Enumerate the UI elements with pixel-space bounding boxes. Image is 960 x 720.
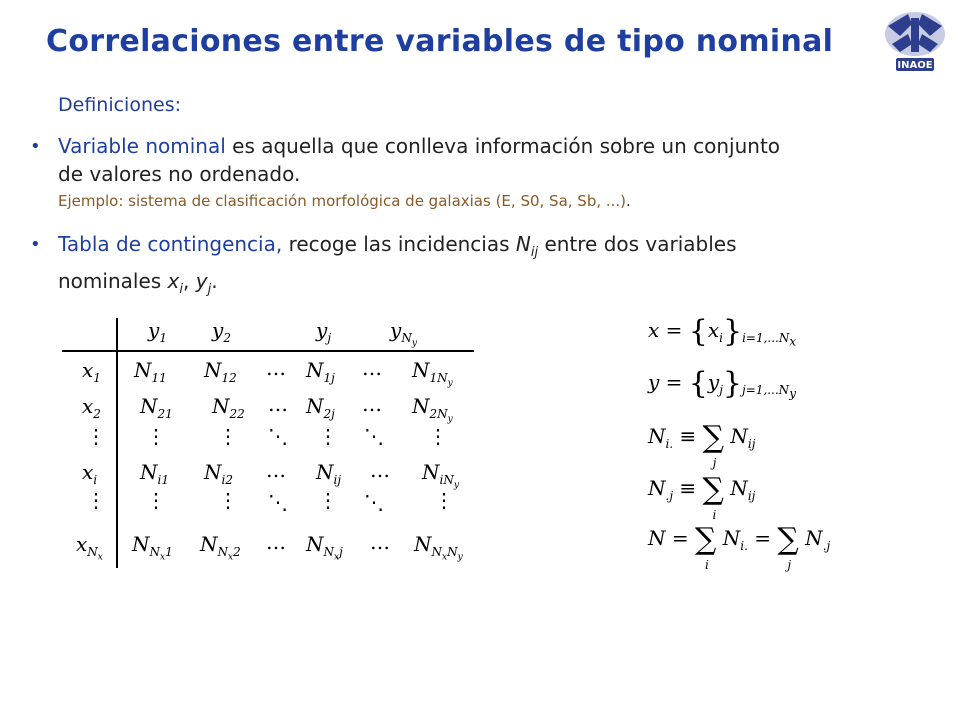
logo-text: INAOE xyxy=(897,60,933,71)
table-cell: $N_{22}$ xyxy=(212,394,245,421)
row-header-cell: $x_{N_x}$ xyxy=(76,532,103,563)
row-header-cell: $x_i$ xyxy=(82,460,98,487)
inaoe-logo xyxy=(878,8,952,74)
formula-x-definition: $x = \{x_i\}_{i=1,...N_x}$ xyxy=(648,314,797,349)
formula-column-total: $N_{.j}$ ≡ ∑ i $N_{ij}$ xyxy=(648,472,756,522)
table-cell: $N_{ij}$ xyxy=(316,460,342,487)
table-cell: $N_{N_xj}$ xyxy=(306,532,343,563)
table-cell: $N_{iN_y}$ xyxy=(422,460,459,491)
vdots-cell: ⋮ xyxy=(86,488,106,512)
vdots-cell: ⋮ xyxy=(146,488,166,512)
bullet-text: nominales xyxy=(58,269,168,293)
table-cell: $N_{i2}$ xyxy=(204,460,233,487)
formula-row-total: $N_{i.}$ ≡ ∑ j $N_{ij}$ xyxy=(648,420,756,470)
table-cell: $N_{1N_y}$ xyxy=(412,358,453,389)
ddots-cell: ⋱ xyxy=(268,490,288,514)
row-header-cell: $x_1$ xyxy=(82,358,101,385)
vdots-cell: ⋮ xyxy=(218,488,238,512)
bullet-dot: • xyxy=(30,234,41,255)
bullet-dot: • xyxy=(30,136,41,157)
ellipsis-cell: … xyxy=(370,458,390,482)
example-text: Ejemplo: sistema de clasificación morfológica de galaxias (E, S0, Sa, Sb, ...) xyxy=(58,192,627,210)
term-tabla-contingencia: Tabla de contingencia, xyxy=(58,232,283,256)
table-cell: $N_{2N_y}$ xyxy=(412,394,453,425)
table-cell: $N_{i1}$ xyxy=(140,460,169,487)
vdots-cell: ⋮ xyxy=(86,424,106,448)
header-cell: $y_1$ xyxy=(148,318,167,345)
bullet-variable-nominal xyxy=(58,132,918,188)
table-cell: $N_{11}$ xyxy=(134,358,167,385)
bullet-text: es aquella que conlleva información sobre un conjunto xyxy=(225,134,781,158)
table-cell: $N_{1j}$ xyxy=(306,358,335,385)
row-header-cell: $x_2$ xyxy=(82,394,101,421)
table-cell: $N_{2j}$ xyxy=(306,394,335,421)
example-end: . xyxy=(626,192,631,210)
bullet-text: recoge las incidencias xyxy=(282,232,516,256)
ddots-cell: ⋱ xyxy=(364,490,384,514)
ellipsis-cell: … xyxy=(370,530,390,554)
table-cell: $N_{21}$ xyxy=(140,394,173,421)
bullet-text: entre dos variables xyxy=(538,232,737,256)
vdots-cell: ⋮ xyxy=(318,488,338,512)
bullet-text: de valores no ordenado. xyxy=(58,162,301,186)
formula-grand-total: N = ∑ i $N_{i.}$ = ∑ j $N_{.j}$ xyxy=(648,522,831,572)
ellipsis-cell: … xyxy=(362,392,382,416)
table-cell: $N_{N_x1}$ xyxy=(132,532,173,563)
ellipsis-cell: … xyxy=(266,530,286,554)
table-horizontal-rule xyxy=(62,350,474,352)
term-variable-nominal: Variable nominal xyxy=(58,134,226,158)
table-cell: $N_{12}$ xyxy=(204,358,237,385)
example-line xyxy=(58,192,631,210)
ellipsis-cell: … xyxy=(362,356,382,380)
ddots-cell: ⋱ xyxy=(268,424,288,448)
formula-y-definition: $y = \{y_j\}_{j=1,...N_y}$ xyxy=(648,366,796,401)
header-cell: $y_j$ xyxy=(316,318,332,345)
header-cell: $y_{N_y}$ xyxy=(390,318,417,349)
vdots-cell: ⋮ xyxy=(434,488,454,512)
bullet-tabla-contingencia: Tabla de contingencia, recoge las incidencias $N_{ij}$ entre dos variables nominales $x_i$, $y_j$. xyxy=(58,232,737,297)
table-cell: $N_{N_x2}$ xyxy=(200,532,241,563)
vdots-cell: ⋮ xyxy=(218,424,238,448)
vdots-cell: ⋮ xyxy=(318,424,338,448)
vdots-cell: ⋮ xyxy=(146,424,166,448)
ellipsis-cell: … xyxy=(266,458,286,482)
definitions-heading: Definiciones: xyxy=(58,94,181,116)
table-cell: $N_{N_xN_y}$ xyxy=(414,532,463,563)
vdots-cell: ⋮ xyxy=(428,424,448,448)
page-title: Correlaciones entre variables de tipo nominal xyxy=(46,24,834,59)
ellipsis-cell: … xyxy=(266,356,286,380)
ddots-cell: ⋱ xyxy=(364,424,384,448)
table-vertical-rule xyxy=(116,318,118,568)
header-cell: $y_2$ xyxy=(212,318,231,345)
ellipsis-cell: … xyxy=(268,392,288,416)
contingency-table xyxy=(62,312,474,568)
